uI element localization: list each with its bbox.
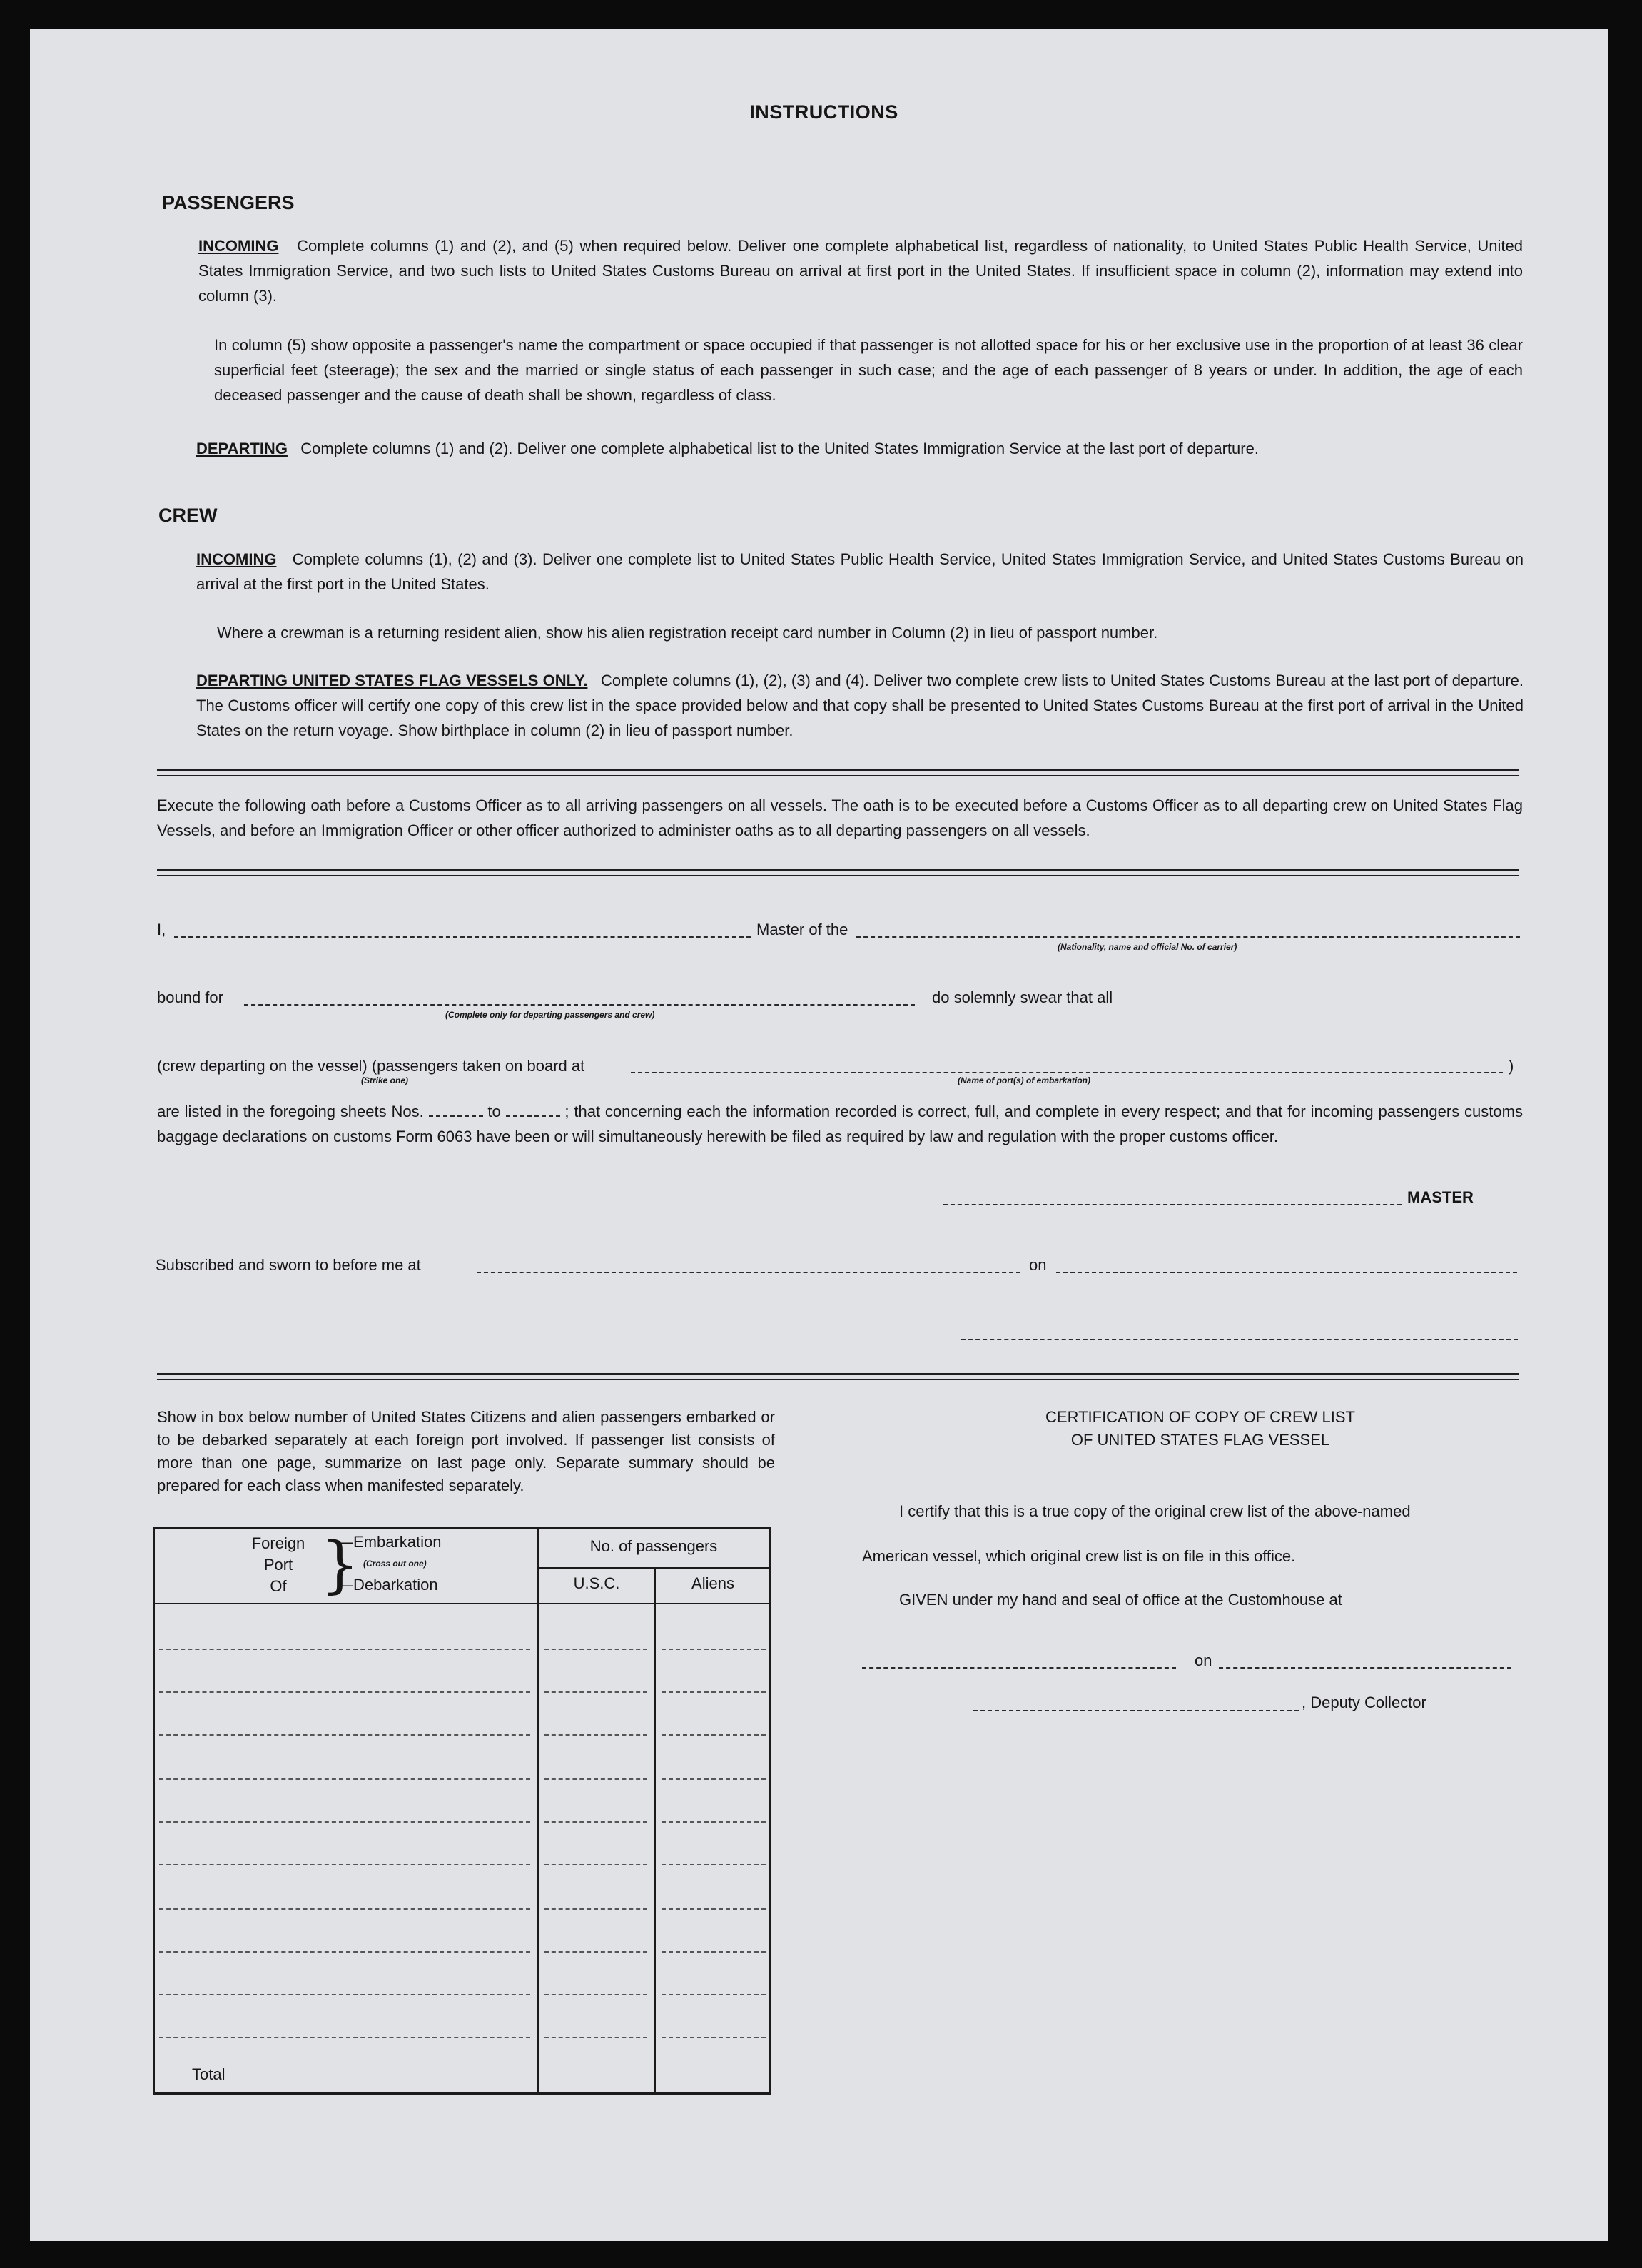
certification-title: CERTIFICATION OF COPY OF CREW LIST OF UNITED STATES FLAG VESSEL: [1045, 1408, 1355, 1449]
table-row-entry-line[interactable]: [159, 2037, 530, 2038]
passengers-incoming-text: Complete columns (1) and (2), and (5) when required below. Deliver one complete alphabetical list, regardless of nationality, to United States Public Health Service, United States Immigration Service, and two such lists to United States Customs Bureau on arrival at first port in the United States. If insufficient space in column (2), information may extend into column (3).: [198, 237, 1523, 305]
sheet-to-field[interactable]: [506, 1115, 560, 1117]
swear-label: do solemnly swear that all: [932, 988, 1113, 1006]
master-of-label: Master of the: [756, 921, 848, 938]
divider-rule-2: [157, 869, 1519, 876]
nationality-note: (Nationality, name and official No. of carrier): [1058, 942, 1237, 952]
table-row-entry-line[interactable]: [159, 1691, 530, 1693]
table-row-entry-line[interactable]: [544, 1951, 647, 1953]
certify-line-1: I certify that this is a true copy of the original crew list of the above-named: [899, 1502, 1411, 1520]
officer-signature-field[interactable]: [961, 1339, 1518, 1340]
close-paren: ): [1509, 1057, 1514, 1075]
master-signature-field[interactable]: [943, 1204, 1402, 1205]
table-row-entry-line[interactable]: [662, 1778, 766, 1780]
complete-only-note: (Complete only for departing passengers and crew): [445, 1010, 655, 1020]
carrier-field[interactable]: [856, 936, 1520, 938]
customhouse-field[interactable]: [862, 1667, 1176, 1669]
crew-resident-paragraph: Where a crewman is a returning resident alien, show his alien registration receipt card number in Column (2) in lieu of passport number.: [217, 624, 1158, 642]
sworn-date-field[interactable]: [1056, 1272, 1517, 1273]
crew-departing-label: DEPARTING UNITED STATES FLAG VESSELS ONLY.: [196, 672, 588, 689]
crew-incoming-paragraph: [196, 547, 1524, 597]
bound-for-label: bound for: [157, 988, 223, 1006]
table-row-entry-line[interactable]: [544, 1778, 647, 1780]
aliens-header: Aliens: [691, 1574, 734, 1592]
sheet-from-field[interactable]: [429, 1115, 483, 1117]
form-page: [30, 29, 1608, 2241]
bound-for-field[interactable]: [244, 1004, 915, 1006]
embarkation-label: —Embarkation: [338, 1533, 442, 1551]
table-row-entry-line[interactable]: [662, 1908, 766, 1910]
crew-departing-paragraph: [196, 668, 1524, 743]
table-row-entry-line[interactable]: [662, 1951, 766, 1953]
table-row-entry-line[interactable]: [544, 1734, 647, 1736]
table-row-entry-line[interactable]: [544, 2037, 647, 2038]
table-row-entry-line[interactable]: [662, 1864, 766, 1865]
crew-departing-text: Complete columns (1), (2), (3) and (4). Deliver two complete crew lists to United States Customs Bureau at the last port of departure. The Customs officer will certify one copy of this crew list in the space provided below and that copy shall be presented to United States Customs Bureau at the first port of arrival in the United States on the return voyage. Show birthplace in column (2) in lieu of passport number.: [196, 672, 1524, 739]
brace-icon: }: [320, 1529, 360, 1601]
ports-of-embarkation-field[interactable]: [631, 1072, 1503, 1073]
table-row-entry-line[interactable]: [159, 1864, 530, 1865]
total-label: Total: [192, 2065, 225, 2083]
to-label: to: [487, 1103, 501, 1120]
certification-date-field[interactable]: [1219, 1667, 1511, 1669]
master-name-field[interactable]: [174, 936, 751, 938]
table-row-entry-line[interactable]: [544, 1691, 647, 1693]
table-row-entry-line[interactable]: [544, 1994, 647, 1995]
table-row-entry-line[interactable]: [662, 2037, 766, 2038]
table-row-entry-line[interactable]: [662, 1994, 766, 1995]
strike-one-note: (Strike one): [361, 1075, 409, 1085]
deputy-signature-field[interactable]: [973, 1710, 1299, 1711]
usc-header: U.S.C.: [573, 1574, 620, 1592]
table-row-entry-line[interactable]: [544, 1908, 647, 1910]
crew-incoming-text: Complete columns (1), (2) and (3). Deliver one complete list to United States Public Health Service, United States Immigration Service, and United States Customs Bureau on arrival at the first port in the United States.: [196, 550, 1524, 593]
passengers-departing-paragraph: [196, 436, 1524, 461]
listed-paragraph: [157, 1099, 1523, 1149]
table-row-entry-line[interactable]: [662, 1691, 766, 1693]
table-row-entry-line[interactable]: [159, 1778, 530, 1780]
crew-incoming-label: INCOMING: [196, 550, 277, 568]
sworn-place-field[interactable]: [477, 1272, 1020, 1273]
crew-departing-label: (crew departing on the vessel) (passengers taken on board at: [157, 1057, 585, 1075]
subscribed-label: Subscribed and sworn to before me at: [156, 1256, 421, 1274]
sworn-on-label: on: [1029, 1256, 1047, 1274]
divider-rule-1: [157, 769, 1519, 776]
passengers-incoming-paragraph: [198, 233, 1523, 308]
table-row-entry-line[interactable]: [159, 1734, 530, 1736]
ports-note: (Name of port(s) of embarkation): [958, 1075, 1091, 1085]
foreign-port-of-label: Foreign Port Of: [251, 1534, 305, 1595]
master-label: MASTER: [1407, 1188, 1474, 1206]
table-row-entry-line[interactable]: [544, 1649, 647, 1650]
listed-text: ; that concerning each the information recorded is correct, full, and complete in every respect; and that for incoming passengers customs baggage declarations on customs Form 6063 have been or will simultaneously herewith be filed as required by law and regulation with the proper customs officer.: [157, 1103, 1523, 1145]
table-row-entry-line[interactable]: [662, 1649, 766, 1650]
certify-line-2: American vessel, which original crew list is on file in this office.: [862, 1547, 1296, 1565]
table-row-entry-line[interactable]: [662, 1821, 766, 1823]
given-text: GIVEN under my hand and seal of office at the Customhouse at: [899, 1591, 1342, 1609]
passengers-departing-text: Complete columns (1) and (2). Deliver one complete alphabetical list to the United States Immigration Service at the last port of departure.: [300, 440, 1259, 457]
listed-prefix: are listed in the foregoing sheets Nos.: [157, 1103, 424, 1120]
deputy-collector-label: , Deputy Collector: [1302, 1694, 1426, 1711]
cross-out-note: (Cross out one): [363, 1559, 427, 1569]
table-row-entry-line[interactable]: [159, 1821, 530, 1823]
passenger-summary-table: [153, 1527, 771, 2095]
debarkation-label: —Debarkation: [338, 1576, 438, 1594]
passengers-heading: PASSENGERS: [162, 192, 295, 213]
table-row-entry-line[interactable]: [159, 1649, 530, 1650]
passengers-column5-paragraph: In column (5) show opposite a passenger's name the compartment or space occupied if that passenger is not allotted space for his or her exclusive use in the proportion of at least 36 clear superficial feet (steerage); the sex and the married or single status of each passenger in such case; and the age of each passenger of 8 years or under. In addition, the age of each deceased passenger and the cause of death shall be shown, regardless of class.: [214, 336, 1523, 404]
oath-intro-paragraph: Execute the following oath before a Customs Officer as to all arriving passengers on all vessels. The oath is to be executed before a Customs Officer as to all departing crew on United States Flag Vessels, and before an Immigration Officer or other officer authorized to administer oaths as to all departing passengers on all vessels.: [157, 796, 1523, 839]
table-row-entry-line[interactable]: [544, 1864, 647, 1865]
divider-rule-3: [157, 1373, 1519, 1380]
crew-heading: CREW: [158, 505, 218, 526]
table-row-entry-line[interactable]: [159, 1951, 530, 1953]
table-row-entry-line[interactable]: [544, 1821, 647, 1823]
no-of-passengers-header: No. of passengers: [589, 1537, 718, 1555]
summary-intro: Show in box below number of United States Citizens and alien passengers embarked or to be debarked separately at each foreign port involved. If passenger list consists of more than one page, summarize on last page only. Separate summary should be prepared for each class when manifested separately.: [157, 1408, 775, 1494]
oath-i-label: I,: [157, 921, 166, 938]
table-row-entry-line[interactable]: [662, 1734, 766, 1736]
passengers-incoming-label: INCOMING: [198, 237, 279, 255]
page-title: INSTRUCTIONS: [749, 101, 898, 123]
certification-on-label: on: [1195, 1651, 1212, 1669]
passengers-departing-label: DEPARTING: [196, 440, 288, 457]
table-row-entry-line[interactable]: [159, 1994, 530, 1995]
table-row-entry-line[interactable]: [159, 1908, 530, 1910]
